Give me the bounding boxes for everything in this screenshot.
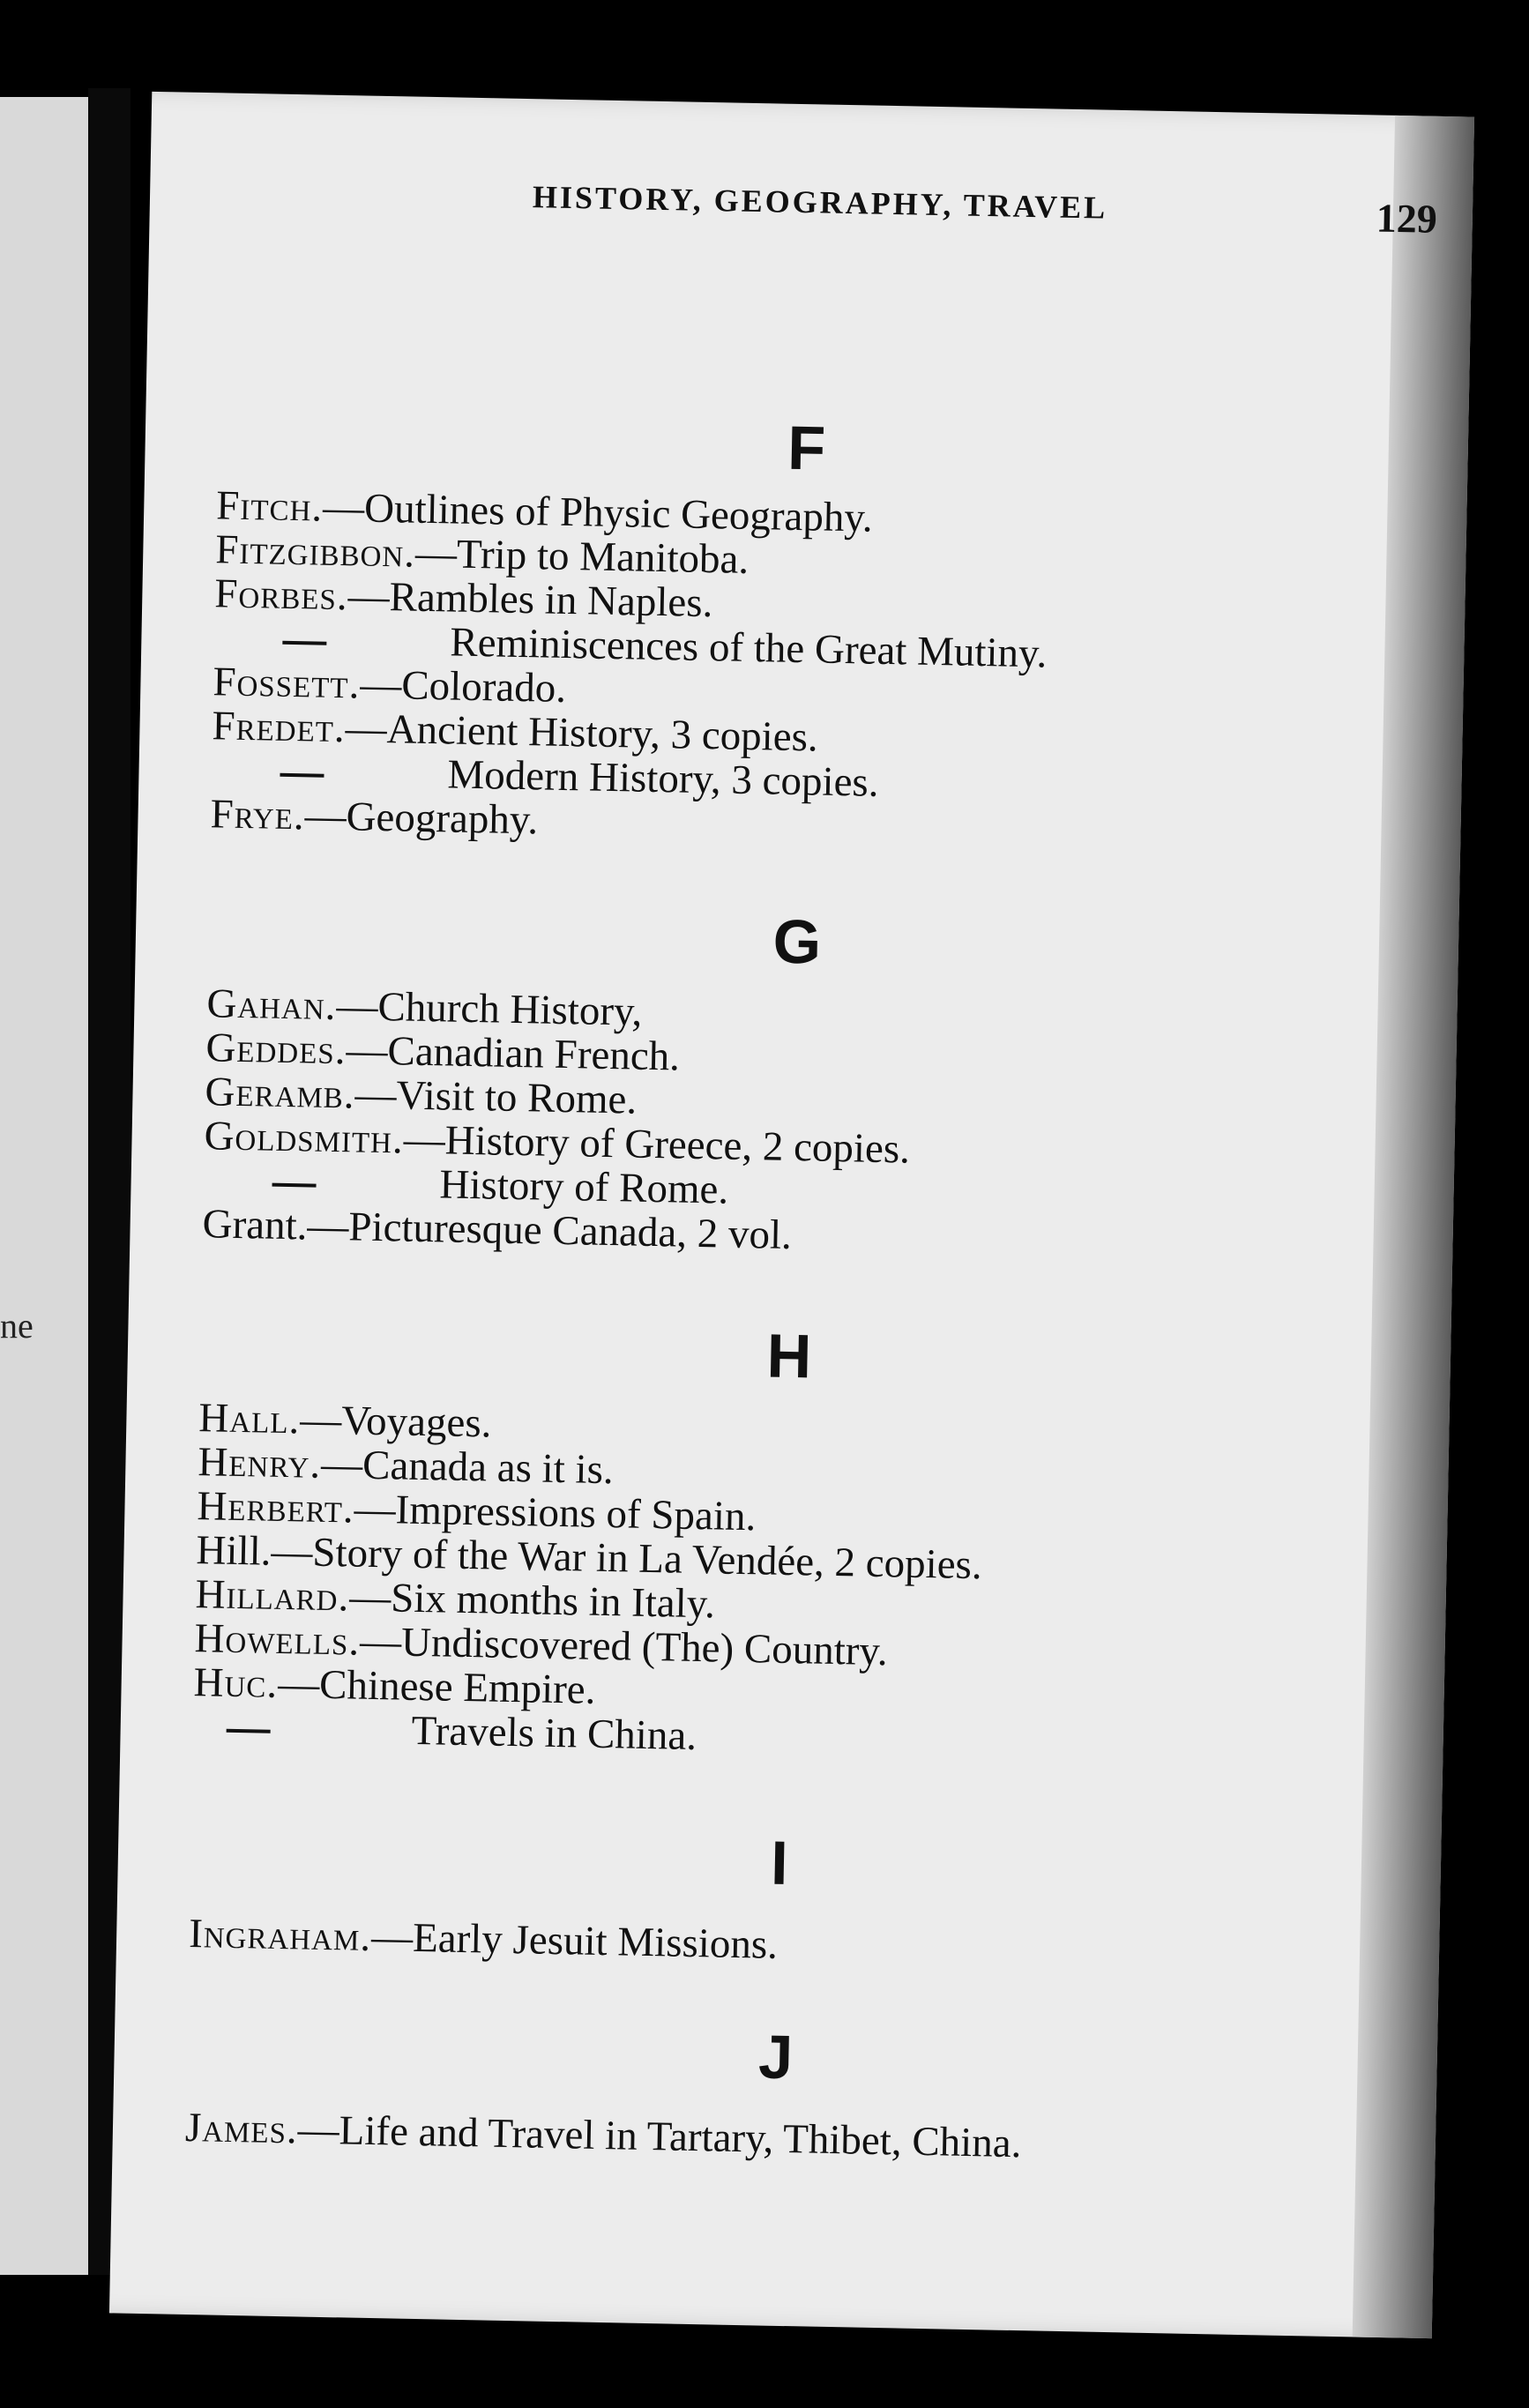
letter-heading-f: F bbox=[787, 413, 826, 483]
entry-author: Fredet. bbox=[212, 703, 347, 752]
entry-title: —Canada as it is. bbox=[320, 1441, 615, 1494]
previous-page-text-fragment: ne bbox=[0, 1306, 34, 1346]
entry-title: Modern History, 3 copies. bbox=[447, 751, 880, 806]
entry bbox=[202, 1201, 793, 1258]
entry-title: History of Rome. bbox=[439, 1161, 729, 1213]
entry-author: Hall. bbox=[198, 1395, 301, 1443]
entry-title: —Rambles in Naples. bbox=[347, 573, 713, 627]
entry-author: Hillard. bbox=[195, 1571, 350, 1621]
entry-title: —Geography. bbox=[304, 793, 539, 844]
entry-author: Huc. bbox=[193, 1659, 279, 1707]
entry-author: Herbert. bbox=[197, 1483, 355, 1532]
entry bbox=[189, 1913, 779, 1966]
entry bbox=[193, 1659, 596, 1713]
previous-page bbox=[0, 97, 88, 2275]
entry bbox=[213, 570, 713, 627]
entry-title: —Outlines of Physic Geography. bbox=[322, 484, 874, 541]
section-title: HISTORY, GEOGRAPHY, TRAVEL bbox=[532, 179, 1108, 226]
entry-title: —Chinese Empire. bbox=[277, 1660, 596, 1713]
ditto-dash bbox=[280, 773, 324, 778]
ditto-dash bbox=[227, 1729, 271, 1733]
entry-author: Geramb. bbox=[205, 1069, 356, 1118]
entry-title: —Church History, bbox=[335, 983, 643, 1035]
entry-author: Geddes. bbox=[205, 1025, 347, 1074]
entry-author: Grant. bbox=[202, 1201, 308, 1249]
entry-title: Reminiscences of the Great Mutiny. bbox=[449, 619, 1048, 677]
book-page bbox=[109, 92, 1474, 2338]
entry-author: Forbes. bbox=[213, 570, 349, 620]
entry-title: —Life and Travel in Tartary, Thibet, China. bbox=[297, 2106, 1022, 2167]
letter-heading-j: J bbox=[757, 2022, 794, 2092]
letter-heading-i: I bbox=[770, 1828, 789, 1898]
entry-author: Howells. bbox=[194, 1615, 361, 1665]
entry-title: —Undiscovered (The) Country. bbox=[359, 1618, 889, 1675]
entry-title: —Ancient History, 3 copies. bbox=[345, 705, 819, 761]
entry-title: —Visit to Rome. bbox=[354, 1071, 638, 1123]
entry bbox=[226, 1707, 697, 1760]
entry-title: —History of Greece, 2 copies. bbox=[403, 1116, 911, 1173]
letter-heading-h: H bbox=[765, 1321, 812, 1391]
page-number: 129 bbox=[1376, 195, 1438, 242]
entry-author: James. bbox=[184, 2104, 299, 2153]
entry-author: Fossett. bbox=[212, 659, 361, 708]
entry-title: —Story of the War in La Vendée, 2 copies. bbox=[270, 1528, 983, 1589]
ditto-dash bbox=[272, 1183, 317, 1188]
running-head bbox=[422, 176, 1437, 249]
entry-author: Hill. bbox=[196, 1527, 272, 1575]
entry-title: —Colorado. bbox=[359, 661, 567, 712]
entry-title: —Six months in Italy. bbox=[348, 1574, 716, 1628]
entry-title: —Canadian French. bbox=[346, 1027, 681, 1080]
entry bbox=[184, 2104, 1022, 2167]
entry-title: —Early Jesuit Missions. bbox=[370, 1914, 779, 1968]
entry bbox=[213, 661, 566, 710]
entry-title: —Impressions of Spain. bbox=[354, 1486, 757, 1540]
letter-heading-g: G bbox=[772, 906, 822, 977]
entry bbox=[198, 1395, 492, 1447]
entry-title: —Voyages. bbox=[299, 1397, 492, 1447]
entry-author: Fitch. bbox=[215, 482, 324, 531]
entry-author: Gahan. bbox=[205, 980, 337, 1030]
entry-author: Fitzgibbon. bbox=[214, 526, 416, 577]
entry-title: —Trip to Manitoba. bbox=[414, 530, 750, 583]
entry-author: Goldsmith. bbox=[204, 1113, 405, 1163]
entry-title: Travels in China. bbox=[411, 1707, 697, 1760]
ditto-dash bbox=[282, 641, 326, 645]
entry bbox=[210, 791, 539, 844]
entry-author: Frye. bbox=[210, 791, 306, 839]
entry-title: —Picturesque Canada, 2 vol. bbox=[306, 1203, 793, 1258]
entry-author: Ingraham. bbox=[188, 1911, 372, 1960]
entry-author: Henry. bbox=[197, 1439, 322, 1487]
